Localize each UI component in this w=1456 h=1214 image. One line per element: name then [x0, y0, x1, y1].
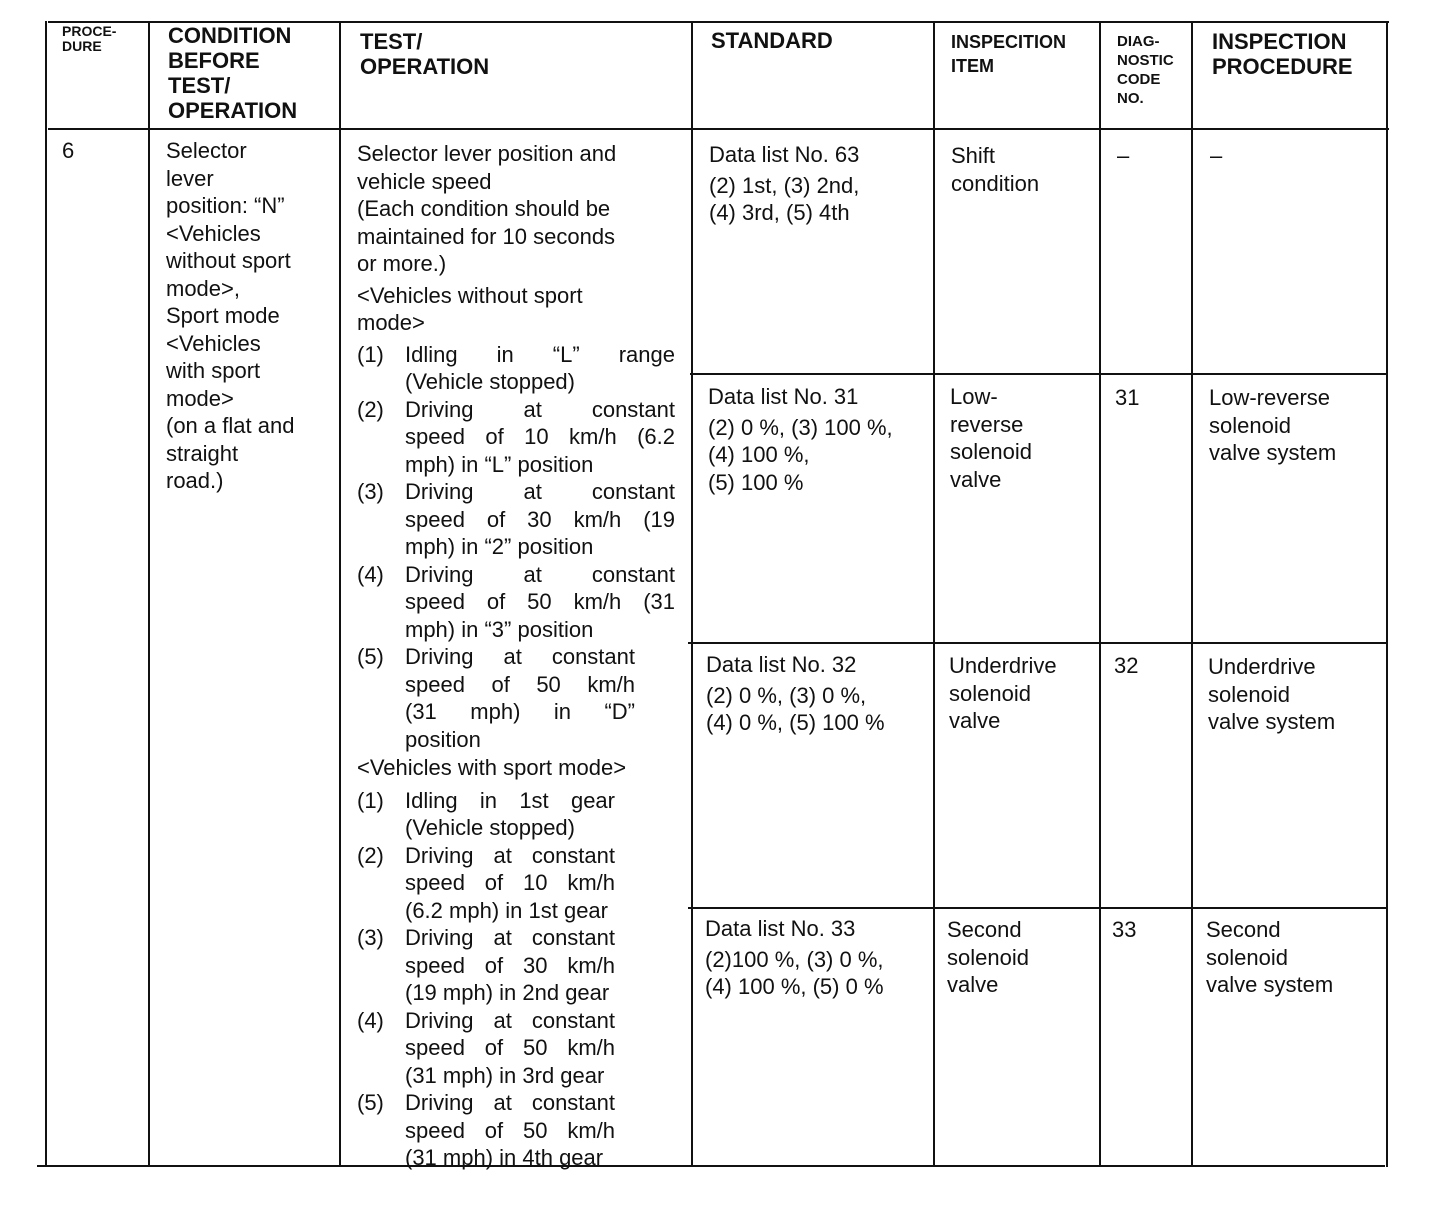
step-line: Driving at constant — [405, 1090, 615, 1115]
row-divider-3 — [688, 907, 1387, 909]
group-title: mode> — [357, 310, 425, 335]
col-divider-6 — [1191, 21, 1193, 1167]
step-line: (31 mph) in “D” — [405, 699, 635, 724]
step-line: speed of 50 km/h — [405, 671, 635, 697]
step-text — [405, 478, 675, 561]
header-text: CODE — [1117, 71, 1161, 88]
procedure-line: solenoid — [1206, 944, 1288, 970]
condition-line: position: “N” — [166, 193, 285, 218]
step-text — [405, 1089, 665, 1172]
header-text: CONDITION — [168, 23, 292, 48]
item-line: reverse — [950, 411, 1024, 437]
step-line: (6.2 mph) in 1st gear — [405, 897, 608, 923]
header-text: OPERATION — [360, 54, 490, 79]
step-text — [405, 842, 665, 925]
standard-line: (2) 0 %, (3) 100 %, — [708, 414, 893, 440]
step-line: speed of 50 km/h (31 — [405, 589, 675, 614]
procedure-line: valve system — [1208, 709, 1336, 734]
item-line: Low- — [950, 384, 998, 409]
step-number: (3) — [357, 925, 384, 950]
procedure-line: valve system — [1206, 972, 1334, 997]
test-intro-line: (Each condition should be — [357, 196, 611, 221]
standard-line: (4) 0 %, (5) 100 % — [706, 710, 885, 735]
inspection-procedure-cell — [1206, 916, 1333, 999]
procedure-line: solenoid — [1208, 681, 1290, 707]
procedure-line: solenoid — [1209, 412, 1291, 438]
step-line: Driving at constant — [405, 396, 675, 422]
table-right-border — [1386, 21, 1388, 1167]
step-line: (Vehicle stopped) — [405, 815, 575, 840]
item-line: solenoid — [949, 680, 1031, 706]
step-number: (1) — [357, 787, 384, 813]
condition-line: road.) — [166, 468, 224, 493]
standard-cell — [708, 383, 893, 496]
condition-line: lever — [166, 165, 214, 191]
condition-line: (on a flat and — [166, 413, 295, 438]
col-divider-4 — [933, 21, 935, 1167]
condition-line: mode> — [166, 385, 234, 411]
step-text — [405, 561, 675, 644]
standard-title: Data list No. 33 — [705, 916, 856, 941]
list-item — [357, 1007, 675, 1090]
col-divider-2 — [339, 21, 341, 1167]
item-line: valve — [949, 708, 1001, 733]
procedure-line: – — [1210, 143, 1223, 168]
step-line: Driving at constant — [405, 842, 615, 868]
header-text: TEST/ — [168, 73, 231, 98]
header-inspection-item — [951, 30, 1066, 78]
item-line: Shift — [951, 143, 996, 168]
test-operation — [357, 140, 675, 1172]
step-number: (4) — [357, 1007, 384, 1033]
step-line: Idling in “L” range — [405, 341, 675, 367]
inspection-procedure-cell — [1209, 384, 1336, 467]
header-text: NO. — [1117, 90, 1144, 107]
header-text: PROCE- — [62, 23, 117, 39]
inspection-procedure-cell — [1208, 653, 1335, 736]
standard-cell — [709, 141, 859, 227]
step-line: (31 mph) in 4th gear — [405, 1145, 604, 1170]
step-line: speed of 10 km/h (6.2 — [405, 424, 675, 449]
step-text — [405, 787, 615, 842]
step-text — [405, 643, 635, 753]
procedure-line: Underdrive — [1208, 654, 1316, 679]
standard-cell — [705, 915, 884, 1001]
list-item — [357, 787, 675, 842]
standard-line: (2) 0 %, (3) 0 %, — [706, 682, 867, 708]
standard-cell — [706, 651, 885, 737]
step-line: mph) in “L” position — [405, 451, 594, 477]
col-divider-5 — [1099, 21, 1101, 1167]
step-number: (1) — [357, 341, 384, 367]
header-text: DURE — [62, 37, 102, 54]
step-line: Driving at constant — [405, 1007, 615, 1033]
procedure-number: 6 — [62, 138, 75, 163]
standard-line: (4) 3rd, (5) 4th — [709, 200, 850, 225]
diagnostic-code-cell: 33 — [1112, 917, 1137, 942]
step-number: (2) — [357, 842, 384, 868]
test-intro-line: Selector lever position and — [357, 141, 617, 166]
inspection-item-cell — [947, 916, 1029, 999]
header-divider — [48, 128, 1389, 130]
condition-line: <Vehicles — [166, 330, 261, 356]
item-line: condition — [951, 170, 1040, 196]
group-title: <Vehicles with sport mode> — [357, 755, 627, 780]
step-line: speed of 10 km/h — [405, 870, 615, 895]
procedure-line: Low-reverse — [1209, 385, 1331, 410]
step-text — [405, 341, 675, 396]
step-line: speed of 30 km/h (19 — [405, 506, 675, 532]
header-text: DIAG- — [1117, 33, 1160, 50]
step-number: (2) — [357, 396, 384, 422]
group2-steps — [357, 787, 675, 1172]
list-item — [357, 341, 675, 396]
condition-line: Sport mode — [166, 303, 280, 328]
list-item — [357, 478, 675, 561]
condition-line: Selector — [166, 138, 247, 163]
standard-line: (5) 100 % — [708, 469, 804, 495]
step-text — [405, 1007, 665, 1090]
header-text: TEST/ — [360, 29, 423, 54]
condition-line: <Vehicles — [166, 220, 261, 246]
header-diagnostic-code — [1117, 32, 1174, 108]
step-line: (19 mph) in 2nd gear — [405, 980, 610, 1005]
step-line: speed of 50 km/h — [405, 1035, 615, 1060]
item-line: Underdrive — [949, 653, 1057, 678]
condition-line: with sport — [166, 358, 261, 383]
header-standard — [711, 29, 833, 52]
list-item — [357, 1089, 675, 1172]
list-item — [357, 561, 675, 644]
item-line: solenoid — [950, 439, 1032, 464]
step-line: position — [405, 726, 481, 752]
header-condition — [168, 23, 297, 123]
inspection-item-cell — [950, 383, 1032, 493]
header-procedure — [62, 24, 116, 53]
procedure-line: Second — [1206, 917, 1281, 942]
condition-line: without sport — [166, 248, 291, 273]
step-text — [405, 924, 665, 1007]
standard-line: (2) 1st, (3) 2nd, — [709, 172, 860, 198]
list-item — [357, 924, 675, 1007]
step-number: (4) — [357, 561, 384, 587]
step-line: Driving at constant — [405, 925, 615, 950]
standard-line: (4) 100 %, (5) 0 % — [705, 974, 884, 999]
header-text: INSPECITION — [951, 32, 1067, 52]
header-text: INSPECTION — [1212, 29, 1347, 54]
header-text: STANDARD — [711, 28, 833, 53]
item-line: Second — [947, 917, 1022, 942]
step-number: (5) — [357, 644, 384, 669]
diagnostic-code-cell: – — [1117, 143, 1130, 168]
step-line: speed of 50 km/h — [405, 1117, 615, 1143]
inspection-item-cell — [949, 652, 1057, 735]
list-item — [357, 842, 675, 925]
step-line: speed of 30 km/h — [405, 952, 615, 978]
group-title: <Vehicles without sport — [357, 282, 583, 308]
standard-title: Data list No. 31 — [708, 384, 859, 409]
test-intro-line: or more.) — [357, 251, 447, 276]
item-line: valve — [947, 972, 999, 997]
group1-steps — [357, 341, 675, 754]
diagnostic-code-cell: 31 — [1115, 385, 1140, 410]
condition-text — [166, 137, 294, 495]
table-bottom-border — [37, 1165, 1385, 1167]
condition-line: mode>, — [166, 275, 240, 301]
step-line: Driving at constant — [405, 644, 635, 669]
standard-title: Data list No. 32 — [706, 652, 857, 677]
list-item — [357, 643, 675, 753]
step-line: (Vehicle stopped) — [405, 369, 575, 394]
condition-line: straight — [166, 440, 239, 466]
step-number: (3) — [357, 479, 384, 504]
inspection-procedure-cell — [1210, 142, 1222, 170]
step-line: (31 mph) in 3rd gear — [405, 1062, 605, 1088]
header-text: PROCEDURE — [1212, 54, 1353, 79]
item-line: valve — [950, 466, 1002, 492]
step-line: mph) in “2” position — [405, 534, 594, 559]
step-line: Driving at constant — [405, 561, 675, 587]
row-divider-1 — [690, 373, 1387, 375]
header-test — [360, 29, 489, 79]
col-divider-3 — [691, 21, 693, 1167]
header-text: ITEM — [951, 56, 994, 76]
step-text — [405, 396, 675, 479]
standard-line: (2)100 %, (3) 0 %, — [705, 946, 884, 972]
row-divider-2 — [688, 642, 1387, 644]
procedure-line: valve system — [1209, 440, 1337, 465]
header-text: OPERATION — [168, 98, 298, 123]
header-text: NOSTIC — [1117, 52, 1174, 69]
table-left-border — [45, 21, 47, 1167]
step-number: (5) — [357, 1090, 384, 1115]
standard-line: (4) 100 %, — [708, 442, 810, 467]
step-line: mph) in “3” position — [405, 616, 594, 642]
col-divider-1 — [148, 21, 150, 1167]
header-text: BEFORE — [168, 48, 260, 73]
test-intro-line: vehicle speed — [357, 168, 492, 194]
header-inspection-procedure — [1212, 29, 1353, 79]
test-intro-line: maintained for 10 seconds — [357, 223, 616, 249]
standard-title: Data list No. 63 — [709, 142, 860, 167]
step-line: Driving at constant — [405, 479, 675, 504]
inspection-item-cell — [951, 142, 1039, 197]
item-line: solenoid — [947, 944, 1029, 970]
step-line: Idling in 1st gear — [405, 787, 615, 813]
list-item — [357, 396, 675, 479]
diagnostic-code-cell: 32 — [1114, 653, 1139, 678]
